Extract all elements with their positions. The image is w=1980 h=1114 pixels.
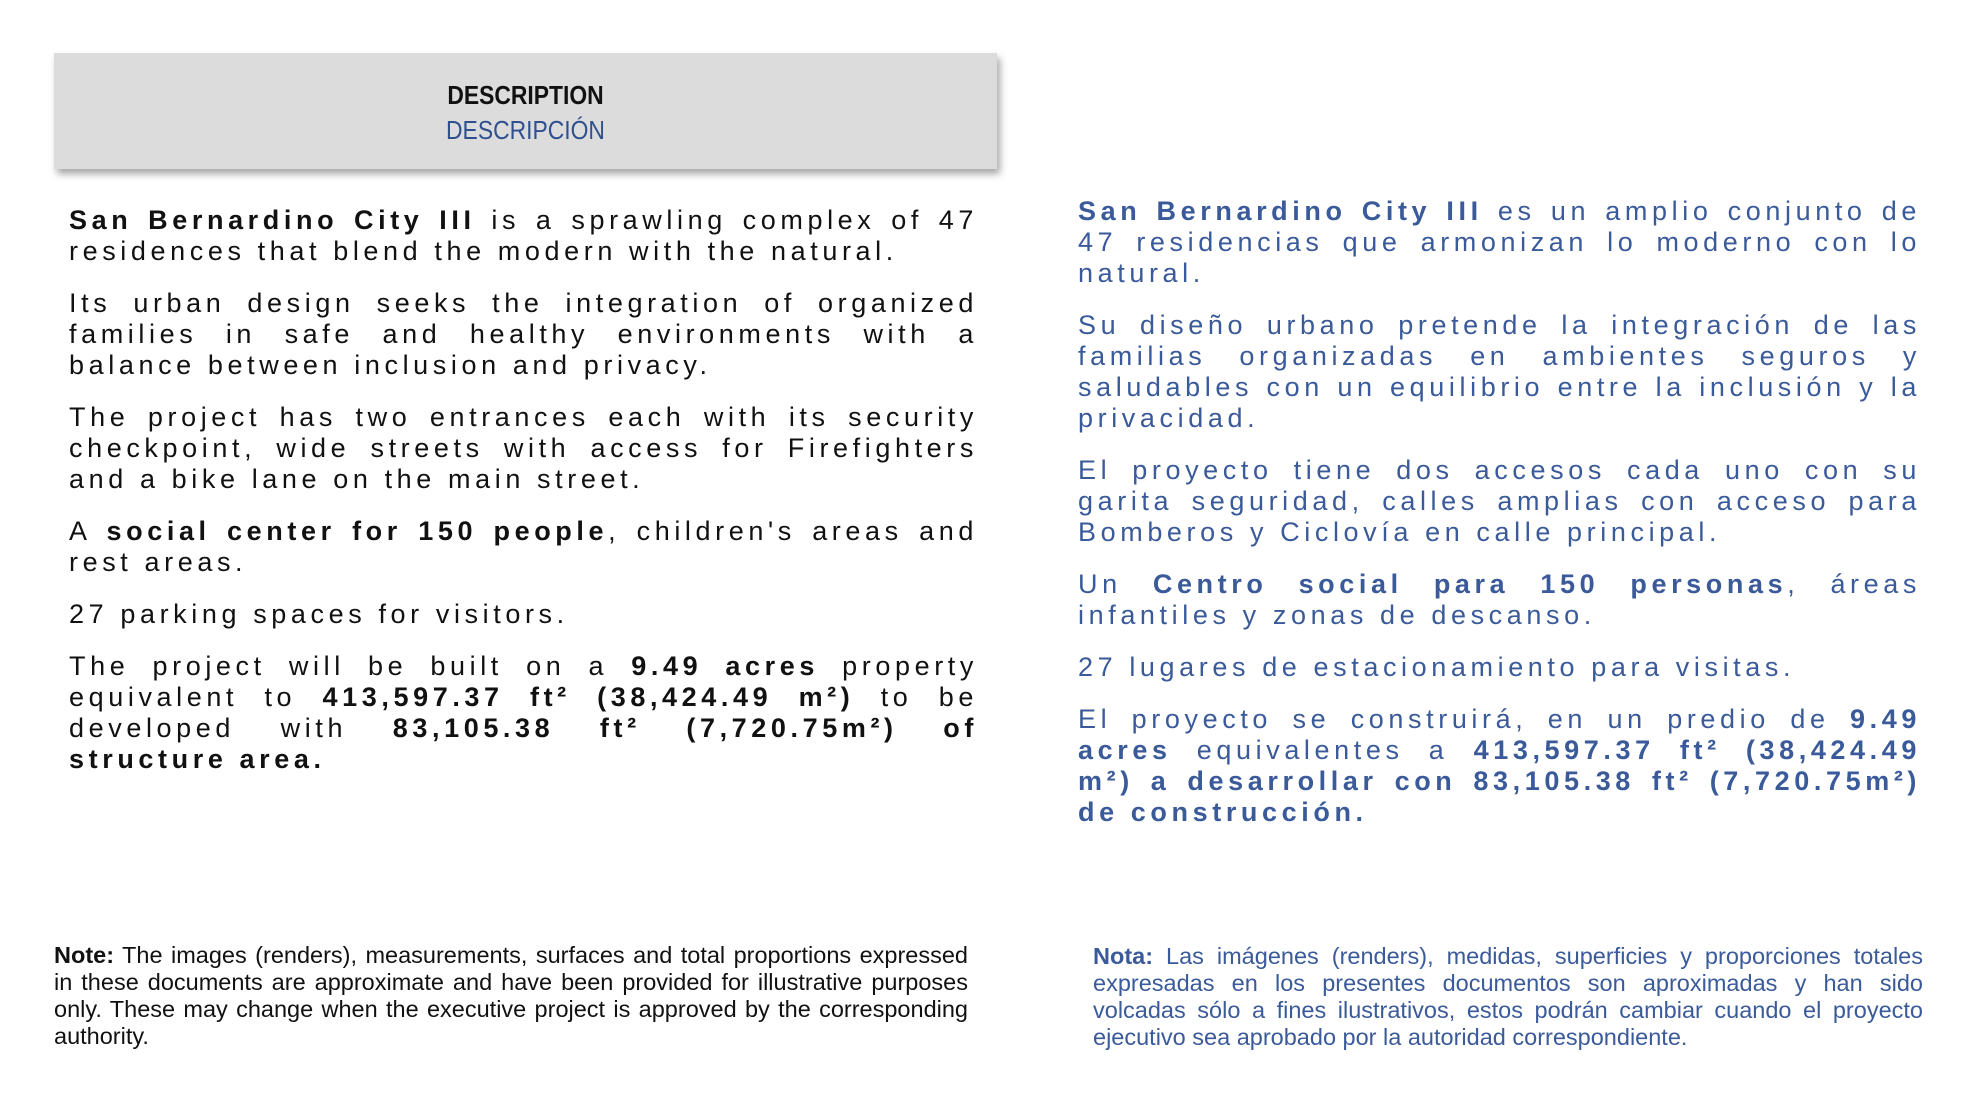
english-paragraph-intro — [69, 205, 978, 267]
social-center-highlight-es: Centro social para 150 personas — [1152, 569, 1788, 599]
spanish-paragraph-entrances: El proyecto tiene dos accesos cada uno con su garita seguridad, calles amplias con acceso para Bomberos y Ciclovía en calle principal. — [1078, 455, 1921, 547]
header-title-spanish: DESCRIPCIÓN — [446, 115, 605, 145]
header-title-english: DESCRIPTION — [447, 80, 604, 110]
english-disclaimer-note — [54, 942, 968, 1050]
spanish-paragraph-parking: 27 lugares de estacionamiento para visitas. — [1078, 652, 1796, 682]
structure-area-highlight: 83,105.38 ft² (7,720.75m²) of structure area. — [69, 713, 978, 774]
intro-text: is a sprawling complex of 47 residences that blend the modern with the natural. — [69, 205, 978, 266]
spanish-paragraph-social-center — [1078, 569, 1921, 631]
spanish-disclaimer-note — [1093, 943, 1923, 1051]
area-text-1-es: El proyecto se construirá, en un predio de — [1078, 704, 1851, 734]
social-center-highlight: social center for 150 people — [106, 516, 609, 546]
english-description — [69, 205, 978, 796]
project-name: San Bernardino City III — [69, 205, 476, 235]
spanish-description — [1078, 196, 1921, 849]
acres-highlight-es: 9.49 acres — [1078, 704, 1921, 765]
note-label: Note: — [54, 942, 115, 968]
area-text-1: The project will be built on a — [69, 651, 632, 681]
english-paragraph-parking: 27 parking spaces for visitors. — [69, 599, 569, 629]
social-pre-es: Un — [1078, 569, 1153, 599]
note-text: The images (renders), measurements, surfaces and total proportions expressed in these documents are approximate and have been provided for illustrative purposes only. These may change when the executive project is approved by the corresponding authority. — [54, 942, 968, 1049]
english-paragraph-social-center — [69, 516, 978, 578]
social-post: , children's areas and rest areas. — [69, 516, 978, 577]
spanish-paragraph-area — [1078, 704, 1921, 828]
english-paragraph-area — [69, 651, 978, 775]
area-text-3: to be developed with — [69, 682, 979, 743]
area-highlight-es: 413,597.37 ft² (38,424.49 m²) a desarrollar con 83,105.38 ft² (7,720.75m²) de construcción. — [1078, 735, 1921, 827]
english-paragraph-entrances: The project has two entrances each with its security checkpoint, wide streets with access for Firefighters and a bike lane on the main street. — [69, 402, 978, 494]
area-text-2: property equivalent to — [69, 651, 979, 712]
english-paragraph-design: Its urban design seeks the integration of organized families in safe and healthy environments with a balance between inclusion and privacy. — [69, 288, 978, 380]
spanish-paragraph-intro — [1078, 196, 1921, 289]
intro-text-es: es un amplio conjunto de 47 residencias que armonizan lo moderno con lo natural. — [1078, 196, 1921, 288]
social-pre: A — [69, 516, 107, 546]
description-header — [54, 53, 997, 169]
note-label-es: Nota: — [1093, 943, 1154, 969]
area-text-2-es: equivalentes a — [1171, 735, 1474, 765]
note-text-es: Las imágenes (renders), medidas, superficies y proporciones totales expresadas en los presentes documentos son aproximadas y han sido volcadas sólo a fines ilustrativos, estos podrán cambiar cuando el proyecto ejecutivo sea aprobado por la autoridad correspondiente. — [1093, 943, 1923, 1050]
acres-highlight: 9.49 acres — [631, 651, 819, 681]
spanish-paragraph-design: Su diseño urbano pretende la integración de las familias organizadas en ambientes seguros y saludables con un equilibrio entre la inclusión y la privacidad. — [1078, 310, 1921, 433]
project-name-es: San Bernardino City III — [1078, 196, 1483, 226]
social-post-es: , áreas infantiles y zonas de descanso. — [1078, 569, 1921, 630]
property-area-highlight: 413,597.37 ft² (38,424.49 m²) — [322, 682, 855, 712]
